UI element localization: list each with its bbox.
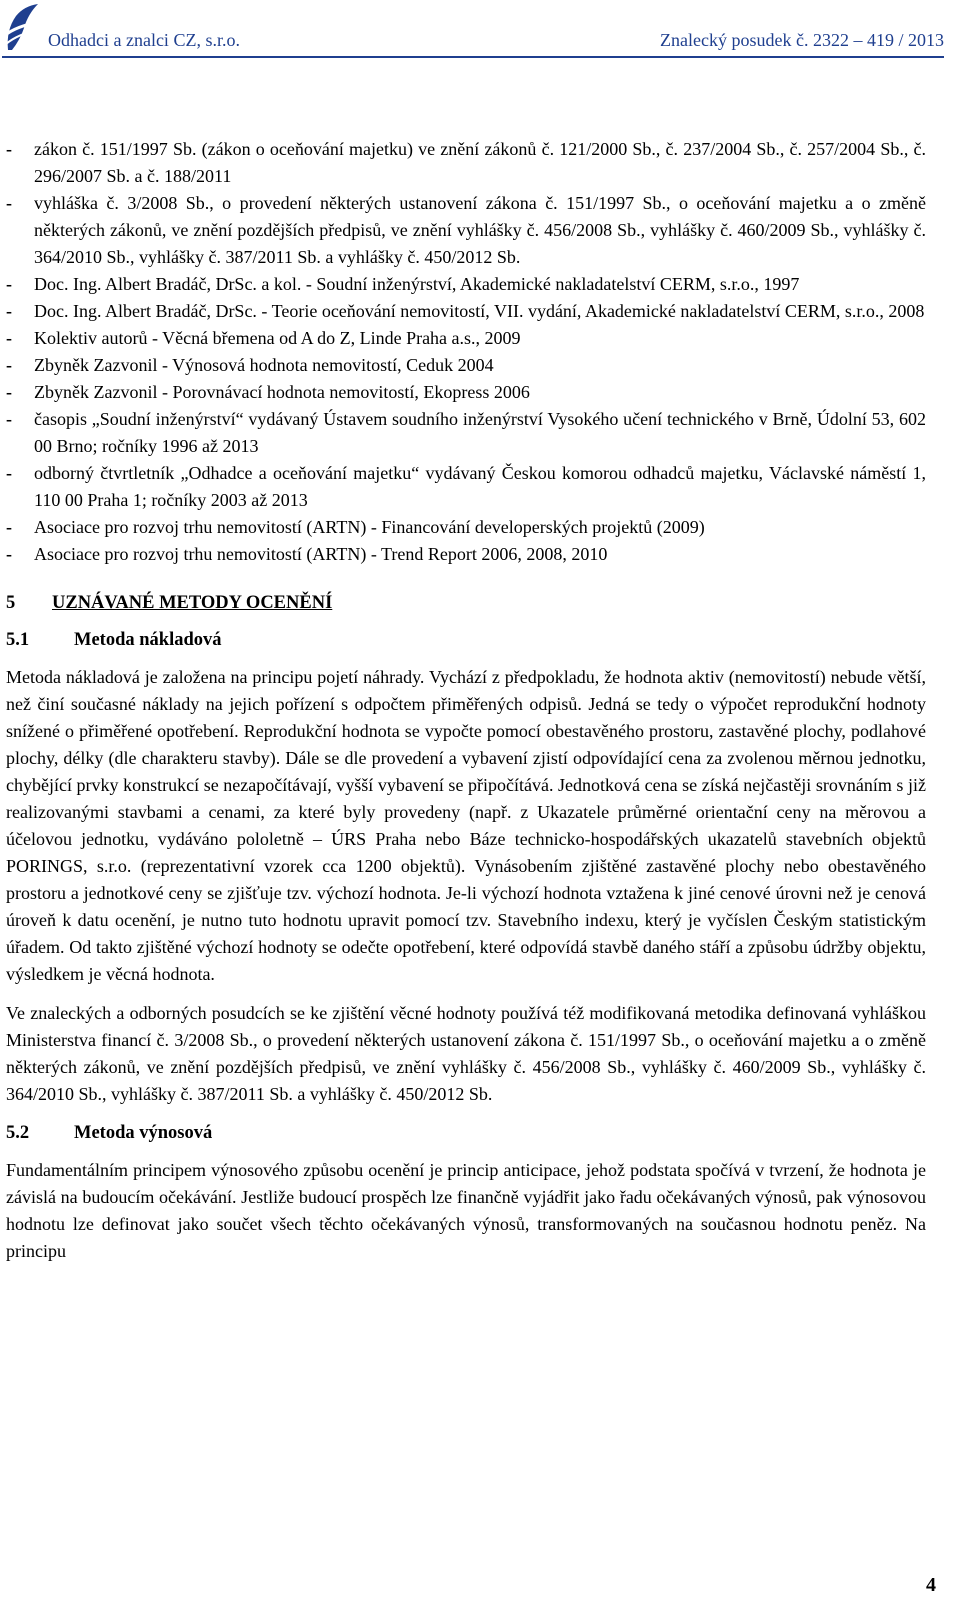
document-body [6,136,926,1277]
reference-item: - Doc. Ing. Albert Bradáč, DrSc. a kol. - Soudní inženýrství, Akademické nakladatelství CERM, s.r.o., 1997 [6,271,926,298]
reference-item: - vyhláška č. 3/2008 Sb., o provedení některých ustanovení zákona č. 151/1997 Sb., o oceňování majetku a o změně některých zákonů, ve znění pozdějších předpisů, ve znění vyhlášky č. 456/2008 Sb., vyhlášky č. 460/2009 Sb., vyhlášky č. 364/2010 Sb., vyhlášky č. 387/2011 Sb. a vyhlášky č. 450/2012 Sb. [6,190,926,271]
paragraph: Ve znaleckých a odborných posudcích se ke zjištění věcné hodnoty používá též modifikovaná metodika definovaná vyhláškou Ministerstva financí č. 3/2008 Sb., o provedení některých ustanovení zákona č. 151/1997 Sb., o oceňování majetku a o změně některých zákonů, ve znění pozdějších předpisů, ve znění vyhlášky č. 456/2008 Sb., vyhlášky č. 460/2009 Sb., vyhlášky č. 364/2010 Sb., vyhlášky č. 387/2011 Sb. a vyhlášky č. 450/2012 Sb. [6,1003,926,1104]
subsection-title: Metoda nákladová [74,630,222,650]
subsection-title: Metoda výnosová [74,1123,213,1143]
references-list [6,136,926,568]
subsection-number: 5.1 [6,630,30,650]
subsection-heading [6,627,926,654]
section-heading [6,590,926,617]
reference-item: - Zbyněk Zazvonil - Výnosová hodnota nemovitostí, Ceduk 2004 [6,352,926,379]
header-company-name: Odhadci a znalci CZ, s.r.o. [48,30,240,50]
section-number: 5 [6,593,16,613]
reference-item: - Zbyněk Zazvonil - Porovnávací hodnota nemovitostí, Ekopress 2006 [6,379,926,406]
section-title: UZNÁVANÉ METODY OCENĚNÍ [52,593,333,613]
company-logo-icon [2,0,42,52]
subsection-number: 5.2 [6,1123,30,1143]
header-document-title: Znalecký posudek č. 2322 – 419 / 2013 [660,30,944,50]
reference-item: - Asociace pro rozvoj trhu nemovitostí (ARTN) - Financování developerských projektů (2009) [6,514,926,541]
subsection-heading [6,1120,926,1147]
paragraph: Fundamentálním principem výnosového způsobu ocenění je princip anticipace, jehož podstata spočívá v tvrzení, že hodnota je závislá na budoucím očekávání. Jestliže budoucí prospěch lze finančně vyjádřit jako řadu očekávaných výnosů, pak výnosovou hodnotu lze definovat jako součet všech těchto očekávaných výnosů, transformovaných na současnou hodnotu peněz. Na principu [6,1160,926,1261]
reference-item: - časopis „Soudní inženýrství“ vydávaný Ústavem soudního inženýrství Vysokého učení technického v Brně, Údolní 53, 602 00 Brno; ročníky 1996 až 2013 [6,406,926,460]
paragraph: Metoda nákladová je založena na principu pojetí náhrady. Vychází z předpokladu, že hodnota aktiv (nemovitostí) nebude větší, než činí současné náklady na jejich pořízení s odpočtem přiměřených odpisů. Jedná se tedy o výpočet reprodukční hodnoty snížené o přiměřené opotřebení. Reprodukční hodnota se vypočte pomocí obestavěného prostoru, zastavěné plochy, podlahové plochy, délky (dle charakteru stavby). Dále se dle provedení a vybavení zjistí odpovídající cena za zvolenou měrnou jednotku, chybějící prvky konstrukcí se nezapočítávají, vyšší vybavení se připočítává. Jednotková cena se získá nejčastěji srovnáním s již realizovanými stavbami a cenami, za které byly provedeny (např. z Ukazatele průměrné orientační ceny na měrovou a účelovou jednotku, vydáváno pololetně – ÚRS Praha nebo Báze technicko-hospodářských ukazatelů stavebních objektů PORINGS, s.r.o. (reprezentativní vzorek cca 1200 objektů). Vynásobením zjištěné zastavěné plochy nebo obestavěného prostoru a jednotkové ceny se zjišťuje tzv. výchozí hodnota. Je-li výchozí hodnota vztažena k jiné cenové úrovni než je cenová úroveň k datu ocenění, je nutno tuto hodnotu upravit pomocí tzv. Stavebního indexu, který je vyčíslen Českým statistickým úřadem. Od takto zjištěné výchozí hodnoty se odečte opotřebení, které odpovídá stavbě daného stáří a způsobu údržby objektu, výsledkem je věcná hodnota. [6,667,926,984]
reference-item: - Doc. Ing. Albert Bradáč, DrSc. - Teorie oceňování nemovitostí, VII. vydání, Akademické nakladatelství CERM, s.r.o., 2008 [6,298,926,325]
reference-item: - Asociace pro rozvoj trhu nemovitostí (ARTN) - Trend Report 2006, 2008, 2010 [6,541,926,568]
header-divider [2,56,944,58]
page-header [0,0,960,60]
page-number: 4 [926,1574,936,1596]
reference-item: - odborný čtvrtletník „Odhadce a oceňování majetku“ vydávaný Českou komorou odhadců majetku, Václavské náměstí 1, 110 00 Praha 1; ročníky 2003 až 2013 [6,460,926,514]
reference-item: - zákon č. 151/1997 Sb. (zákon o oceňování majetku) ve znění zákonů č. 121/2000 Sb., č. 237/2004 Sb., č. 257/2004 Sb., č. 296/2007 Sb. a č. 188/2011 [6,136,926,190]
reference-item: - Kolektiv autorů - Věcná břemena od A do Z, Linde Praha a.s., 2009 [6,325,926,352]
